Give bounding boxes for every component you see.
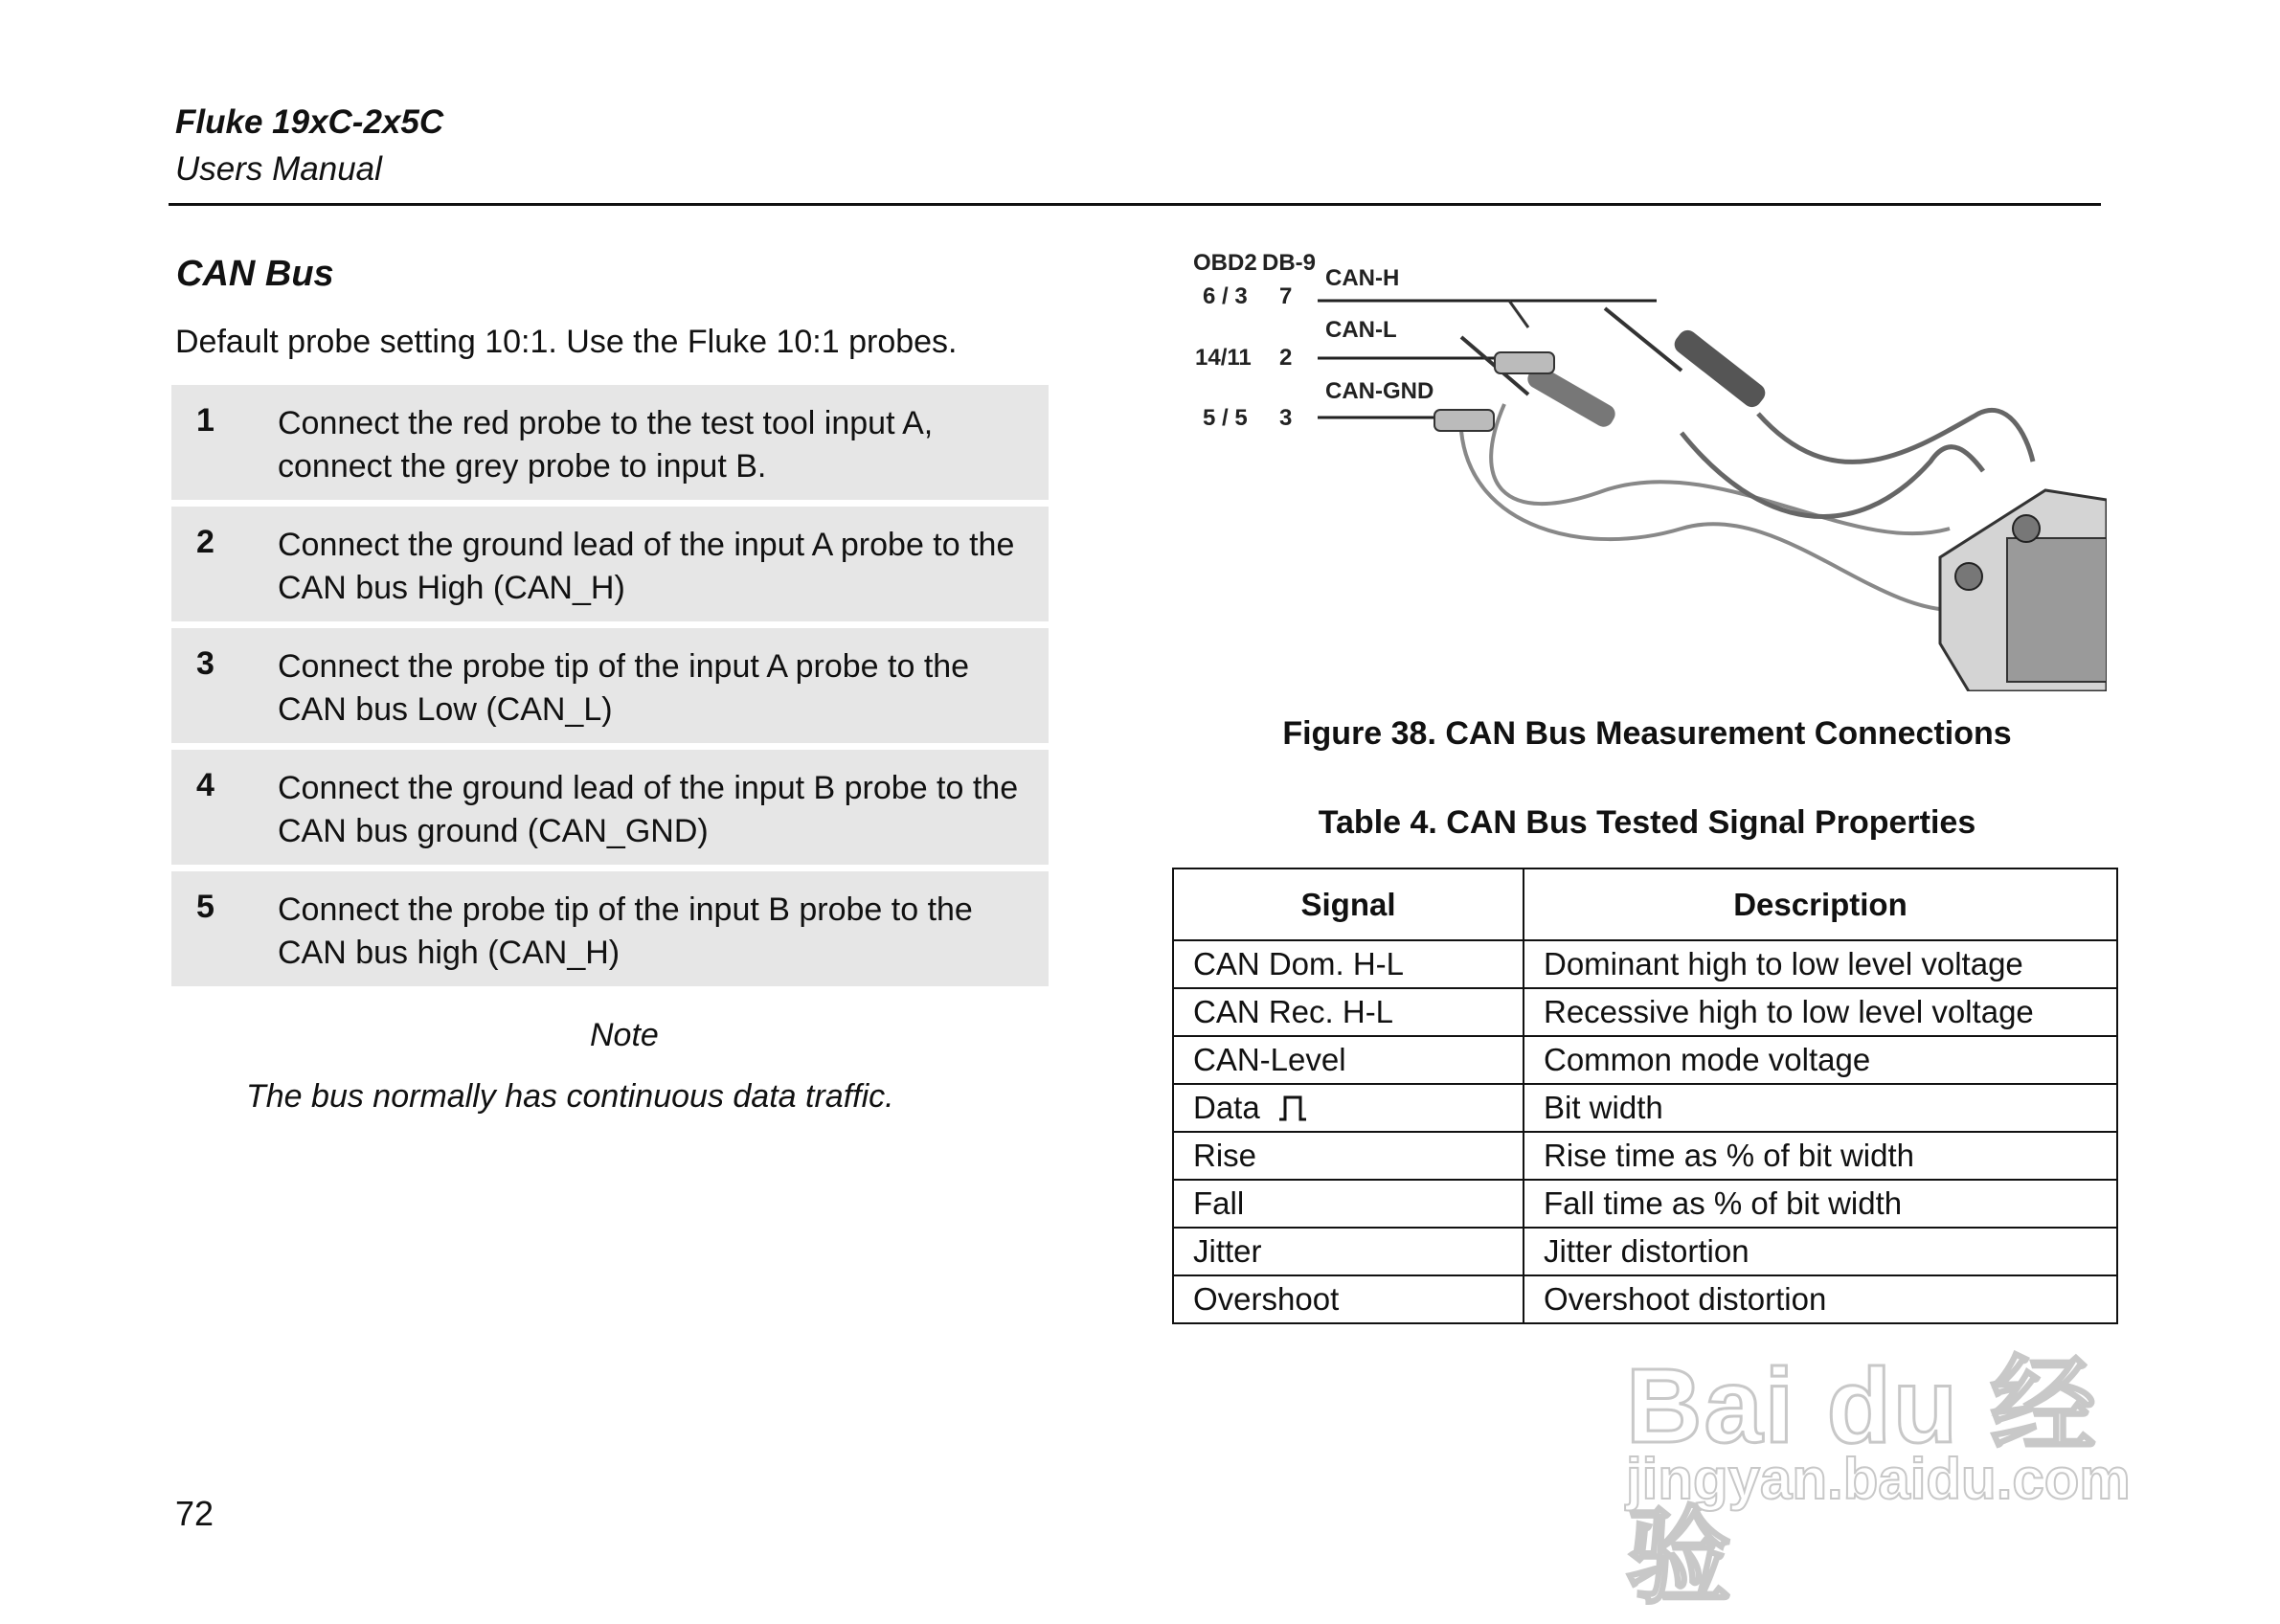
description-cell: Recessive high to low level voltage <box>1524 988 2117 1036</box>
obd2-pin: 14/11 <box>1195 345 1252 371</box>
column-header-signal: Signal <box>1173 868 1524 940</box>
step-number: 2 <box>196 524 214 560</box>
note-text: The bus normally has continuous data traffic. <box>246 1078 894 1115</box>
test-tool-icon <box>1940 490 2107 691</box>
step-row <box>171 628 1049 743</box>
step-number: 5 <box>196 889 214 925</box>
table-header-row <box>1173 868 2117 940</box>
step-row <box>171 750 1049 865</box>
section-intro: Default probe setting 10:1. Use the Fluke 10:1 probes. <box>175 324 958 360</box>
header-divider <box>169 203 2101 206</box>
figure-caption: Figure 38. CAN Bus Measurement Connections <box>1282 715 2012 752</box>
step-text: Connect the probe tip of the input B probe to the CAN bus high (CAN_H) <box>278 891 973 971</box>
probe-a-cable <box>1758 410 2033 462</box>
column-header-description: Description <box>1524 868 2117 940</box>
signal-properties-table <box>1172 868 2118 1324</box>
section-title: CAN Bus <box>176 254 334 294</box>
can-bus-connection-figure <box>1184 241 2107 691</box>
probe-a-ground-cable <box>1491 404 1950 533</box>
page-number: 72 <box>175 1494 214 1533</box>
step-number: 1 <box>196 402 214 439</box>
manual-title: Fluke 19xC-2x5C <box>175 103 444 141</box>
db9-pin: 3 <box>1279 405 1293 431</box>
table-row <box>1173 1180 2117 1228</box>
manual-subtitle: Users Manual <box>175 150 382 188</box>
step-text: Connect the probe tip of the input A probe to the CAN bus Low (CAN_L) <box>278 648 970 728</box>
signal-cell: CAN Rec. H-L <box>1173 988 1524 1036</box>
ground-clip-icon <box>1434 352 1554 431</box>
description-cell: Fall time as % of bit width <box>1524 1180 2117 1228</box>
table-row <box>1173 1228 2117 1275</box>
col-obd2-label: OBD2 <box>1193 250 1257 276</box>
note-label: Note <box>590 1017 659 1053</box>
description-cell: Overshoot distortion <box>1524 1275 2117 1323</box>
col-db9-label: DB-9 <box>1262 250 1317 276</box>
step-text: Connect the ground lead of the input B probe to the CAN bus ground (CAN_GND) <box>278 770 1019 849</box>
signal-label: CAN-H <box>1325 265 1400 291</box>
signal-cell: CAN Dom. H-L <box>1173 940 1524 988</box>
step-row <box>171 507 1049 621</box>
db9-pin: 2 <box>1279 345 1293 371</box>
baidu-watermark <box>1618 1321 2164 1616</box>
table-row <box>1173 1132 2117 1180</box>
table-caption: Table 4. CAN Bus Tested Signal Properties <box>1318 804 1976 841</box>
db9-pin: 7 <box>1279 283 1293 309</box>
table-row <box>1173 940 2117 988</box>
signal-cell: Overshoot <box>1173 1275 1524 1323</box>
table-row <box>1173 1275 2117 1323</box>
watermark-logo-text: Bai du 经验 <box>1626 1347 2098 1616</box>
obd2-pin: 6 / 3 <box>1203 283 1248 309</box>
watermark-url: jingyan.baidu.com <box>1626 1447 2131 1511</box>
square-pulse-icon <box>1276 1094 1309 1122</box>
table-row <box>1173 1084 2117 1132</box>
step-number: 3 <box>196 645 214 682</box>
steps-list <box>171 385 1049 993</box>
signal-cell <box>1173 1084 1524 1132</box>
signal-label: CAN-L <box>1325 317 1397 343</box>
description-cell: Dominant high to low level voltage <box>1524 940 2117 988</box>
signal-name: Data <box>1193 1090 1260 1125</box>
description-cell: Jitter distortion <box>1524 1228 2117 1275</box>
step-row <box>171 871 1049 986</box>
step-text: Connect the ground lead of the input A probe to the CAN bus High (CAN_H) <box>278 527 1015 606</box>
table-row <box>1173 1036 2117 1084</box>
signal-cell: Jitter <box>1173 1228 1524 1275</box>
step-number: 4 <box>196 767 214 803</box>
description-cell: Bit width <box>1524 1084 2117 1132</box>
table-row <box>1173 988 2117 1036</box>
signal-cell: Rise <box>1173 1132 1524 1180</box>
step-text: Connect the red probe to the test tool input A, connect the grey probe to input B. <box>278 405 934 485</box>
signal-label: CAN-GND <box>1325 378 1434 404</box>
signal-cell: CAN-Level <box>1173 1036 1524 1084</box>
obd2-pin: 5 / 5 <box>1203 405 1248 431</box>
description-cell: Common mode voltage <box>1524 1036 2117 1084</box>
description-cell: Rise time as % of bit width <box>1524 1132 2117 1180</box>
probe-b-cable <box>1682 433 1983 516</box>
signal-cell: Fall <box>1173 1180 1524 1228</box>
step-row <box>171 385 1049 500</box>
